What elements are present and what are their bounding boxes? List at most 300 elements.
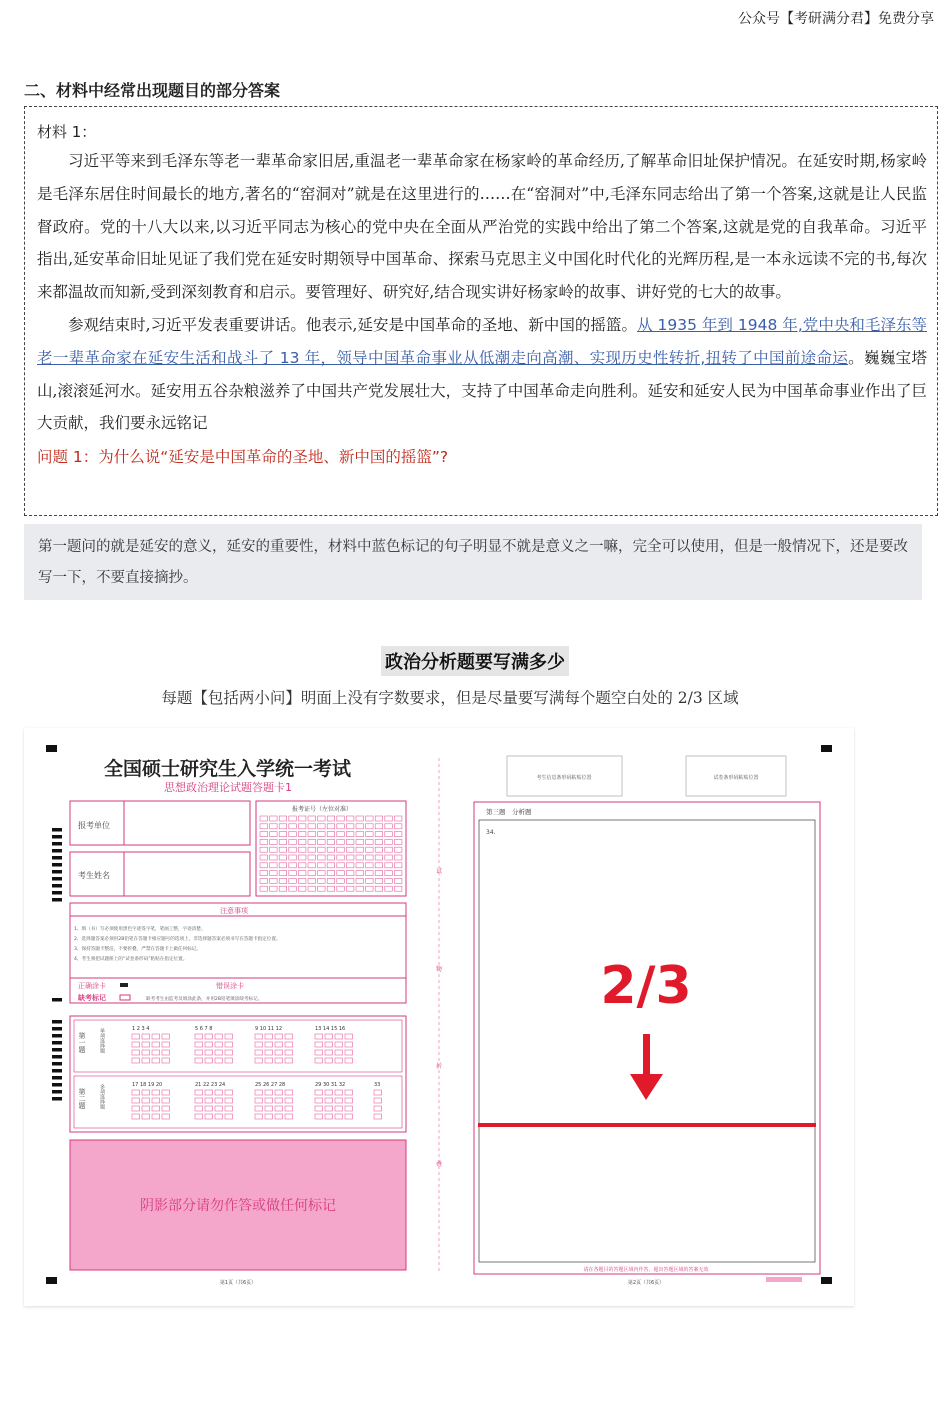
- choice-bubble: [205, 1090, 213, 1095]
- sticker-2-label: 试卷条形码粘贴位置: [713, 775, 759, 781]
- exam-number-bubble: [289, 855, 297, 860]
- notice-line: 4、考生须把试题册上的“试卷条形码”粘贴在指定位置。: [74, 957, 188, 962]
- choice-bubble: [205, 1058, 213, 1063]
- exam-number-bubble: [279, 832, 287, 837]
- choice-bubble: [275, 1050, 283, 1055]
- part1-type: 单项选择题: [99, 1028, 105, 1053]
- timing-mark: [52, 835, 62, 839]
- choice-bubble: [335, 1098, 343, 1103]
- corner-marker: [46, 745, 57, 752]
- exam-number-bubble: [356, 863, 364, 868]
- choice-group-label: 29 30 31 32: [315, 1082, 346, 1088]
- exam-number-bubble: [298, 863, 306, 868]
- exam-number-bubble: [318, 863, 326, 868]
- timing-mark: [52, 1041, 62, 1045]
- choice-bubble: [142, 1034, 150, 1039]
- exam-number-bubble: [327, 855, 335, 860]
- notice-line: 2、选择题答案必须用2B铅笔在答题卡相应题号的选项上，非选择题答案必须书写在答题卡指定位置。: [74, 937, 281, 942]
- choice-bubble: [225, 1114, 233, 1119]
- choice-section-box: [70, 1016, 406, 1132]
- material-label: 材料 1：: [37, 123, 97, 141]
- exam-number-bubble: [270, 871, 278, 876]
- exam-number-bubble: [279, 847, 287, 852]
- choice-bubble: [275, 1034, 283, 1039]
- exam-number-bubble: [394, 816, 402, 821]
- choice-bubble: [285, 1114, 293, 1119]
- choice-bubble: [335, 1106, 343, 1111]
- exam-number-bubble: [270, 847, 278, 852]
- exam-number-bubble: [318, 839, 326, 844]
- exam-number-bubble: [394, 847, 402, 852]
- exam-number-bubble: [260, 886, 268, 891]
- exam-number-bubble: [346, 878, 354, 883]
- choice-bubbles: [132, 1034, 382, 1119]
- choice-bubble: [195, 1034, 203, 1039]
- choice-bubble: [275, 1106, 283, 1111]
- choice-bubble: [345, 1034, 353, 1039]
- part2-type: 多项选择题: [99, 1084, 105, 1109]
- timing-mark: [52, 1048, 62, 1052]
- page-tab: [766, 1277, 802, 1282]
- choice-group-label: 17 18 19 20: [132, 1082, 163, 1088]
- timing-mark: [52, 1020, 62, 1024]
- exam-number-bubble: [366, 832, 374, 837]
- choice-bubble: [255, 1090, 263, 1095]
- exam-number-bubble: [394, 878, 402, 883]
- choice-bubble: [205, 1114, 213, 1119]
- exam-number-bubble: [318, 824, 326, 829]
- choice-bubble: [335, 1114, 343, 1119]
- exam-number-bubble: [270, 886, 278, 891]
- choice-bubble: [132, 1050, 140, 1055]
- choice-bubble: [345, 1042, 353, 1047]
- material-box: [24, 106, 938, 516]
- choice-bubble: [265, 1058, 273, 1063]
- choice-group-label: 9 10 11 12: [255, 1026, 283, 1032]
- choice-bubble: [152, 1114, 160, 1119]
- choice-bubble: [345, 1050, 353, 1055]
- choice-bubble: [142, 1042, 150, 1047]
- exam-number-bubble: [327, 847, 335, 852]
- timing-mark: [52, 863, 62, 867]
- answer-sheet-image: [24, 728, 854, 1306]
- choice-bubble: [162, 1106, 170, 1111]
- exam-number-bubble: [308, 863, 316, 868]
- choice-bubble: [205, 1106, 213, 1111]
- choice-bubble: [195, 1106, 203, 1111]
- part2-label: 第二题: [78, 1088, 86, 1109]
- exam-number-bubble: [375, 886, 383, 891]
- exam-number-bubble: [298, 832, 306, 837]
- exam-number-bubble: [337, 824, 345, 829]
- choice-bubble: [285, 1042, 293, 1047]
- exam-number-bubble: [298, 847, 306, 852]
- exam-number-bubble: [375, 832, 383, 837]
- exam-number-bubble: [318, 878, 326, 883]
- exam-number-bubble: [270, 878, 278, 883]
- part3-label: 第三题 分析题: [486, 808, 532, 816]
- timing-mark: [52, 1034, 62, 1038]
- exam-number-bubble: [394, 839, 402, 844]
- highlighted-sentence: 从 1935 年到 1948 年,党中央和毛泽东等老一辈革命家在延安生活和战斗了 13 年，领导中国革命事业从低潮走向高潮、实现历史性转折,扭转了中国前途命运: [37, 315, 928, 367]
- choice-bubble: [255, 1106, 263, 1111]
- bottom-note: 请在各题目的答题区域内作答，超出答题区域的答案无效: [583, 1267, 709, 1273]
- exam-number-box: [256, 801, 406, 896]
- choice-bubble: [162, 1042, 170, 1047]
- exam-number-bubble: [279, 824, 287, 829]
- exam-number-bubble: [385, 863, 393, 868]
- exam-number-bubble: [356, 839, 364, 844]
- choice-bubble: [325, 1098, 333, 1103]
- choice-bubble: [315, 1042, 323, 1047]
- sheet-subtitle: 思想政治理论试题答题卡1: [164, 781, 292, 794]
- arrow-down-icon: [630, 1074, 663, 1100]
- exam-number-bubble: [279, 871, 287, 876]
- exam-number-bubble: [260, 839, 268, 844]
- absent-mark-label: 缺考标记: [78, 994, 106, 1002]
- paragraph-2-after: 。巍巍宝塔山,滚滚延河水。延安用五谷杂粮滋养了中国共产党发展壮大，支持了中国革命走向胜利。延安和延安人民为中国革命事业作出了巨大贡献，我们要永远铭记: [37, 348, 927, 433]
- exam-number-bubble: [318, 855, 326, 860]
- exam-number-bubble: [298, 824, 306, 829]
- exam-number-bubble: [366, 816, 374, 821]
- choice-group-label: 1 2 3 4: [132, 1026, 150, 1032]
- exam-number-bubble: [375, 878, 383, 883]
- choice-bubble: [275, 1058, 283, 1063]
- question-number: 34.: [486, 829, 496, 836]
- exam-number-bubble: [298, 871, 306, 876]
- choice-bubble: [374, 1090, 382, 1095]
- exam-number-bubble: [308, 839, 316, 844]
- material-paragraph-1: 习近平等来到毛泽东等老一辈革命家旧居,重温老一辈革命家在杨家岭的革命经历,了解革命旧址保护情况。在延安时期,杨家岭是毛泽东居住时间最长的地方,著名的“窑洞对”就是在这里进行的……在“窑洞对”中,毛泽东同志给出了第一个答案,这就是让人民监督政府。党的十八大以来,以习近平同志为核心的党中央在全面从严治党的实践中给出了第二个答案,这就是党的自我革命。习近平指出,延安革命旧址见证了我们党在延安时期领导中国革命、探索马克思主义中国化时代化的光辉历程,是一本永远读不完的书,每次来都温故而知新,受到深刻教育和启示。要管理好、研究好,结合现实讲好杨家岭的故事、讲好党的七大的故事。: [37, 152, 927, 302]
- exam-number-bubble: [356, 855, 364, 860]
- choice-bubble: [345, 1098, 353, 1103]
- choice-bubble: [315, 1090, 323, 1095]
- exam-number-grid: [260, 816, 402, 891]
- choice-bubble: [325, 1050, 333, 1055]
- choice-bubble: [195, 1114, 203, 1119]
- section-title: 二、材料中经常出现题目的部分答案: [24, 81, 281, 100]
- exam-number-bubble: [260, 855, 268, 860]
- exam-number-bubble: [375, 847, 383, 852]
- exam-number-bubble: [375, 855, 383, 860]
- choice-bubble: [335, 1058, 343, 1063]
- exam-number-bubble: [279, 878, 287, 883]
- choice-bubble: [215, 1050, 223, 1055]
- choice-bubble: [215, 1042, 223, 1047]
- choice-bubble: [335, 1042, 343, 1047]
- choice-bubble: [275, 1042, 283, 1047]
- choice-bubble: [255, 1114, 263, 1119]
- choice-bubble: [225, 1106, 233, 1111]
- exam-number-bubble: [327, 878, 335, 883]
- timing-mark: [52, 1097, 62, 1101]
- choice-bubble: [315, 1106, 323, 1111]
- choice-bubble: [315, 1098, 323, 1103]
- choice-bubble: [374, 1098, 382, 1103]
- timing-mark: [52, 1076, 62, 1080]
- choice-bubble: [152, 1090, 160, 1095]
- field-unit-label: 报考单位: [78, 821, 110, 830]
- question-1: 问题 1：为什么说“延安是中国革命的圣地、新中国的摇篮”?: [37, 448, 449, 467]
- choice-bubble: [275, 1114, 283, 1119]
- exam-number-bubble: [337, 878, 345, 883]
- exam-number-bubble: [337, 886, 345, 891]
- choice-group-label: 21 22 23 24: [195, 1082, 226, 1088]
- exam-number-bubble: [327, 886, 335, 891]
- exam-number-bubble: [308, 871, 316, 876]
- choice-bubble: [162, 1034, 170, 1039]
- exam-number-bubble: [337, 816, 345, 821]
- choice-bubble: [162, 1050, 170, 1055]
- choice-bubble: [152, 1034, 160, 1039]
- field-name-label: 考生姓名: [78, 871, 110, 880]
- exam-number-bubble: [366, 824, 374, 829]
- choice-bubble: [142, 1106, 150, 1111]
- timing-mark: [52, 1055, 62, 1059]
- exam-number-bubble: [356, 871, 364, 876]
- exam-number-bubble: [366, 886, 374, 891]
- choice-bubble: [225, 1090, 233, 1095]
- exam-number-bubble: [346, 816, 354, 821]
- choice-bubble: [132, 1114, 140, 1119]
- exam-number-bubble: [366, 878, 374, 883]
- exam-number-bubble: [385, 871, 393, 876]
- exam-number-bubble: [318, 816, 326, 821]
- choice-bubble: [335, 1050, 343, 1055]
- exam-number-bubble: [289, 878, 297, 883]
- arrow-shaft: [643, 1034, 650, 1076]
- exam-number-bubble: [289, 886, 297, 891]
- exam-number-bubble: [394, 871, 402, 876]
- choice-bubble: [325, 1106, 333, 1111]
- choice-bubble: [215, 1058, 223, 1063]
- choice-bubble: [255, 1058, 263, 1063]
- exam-number-bubble: [375, 816, 383, 821]
- exam-number-bubble: [279, 839, 287, 844]
- exam-number-bubble: [327, 832, 335, 837]
- choice-bubble: [265, 1042, 273, 1047]
- exam-number-bubble: [327, 839, 335, 844]
- exam-number-bubble: [260, 832, 268, 837]
- exam-number-bubble: [308, 816, 316, 821]
- choice-bubble: [345, 1106, 353, 1111]
- choice-bubble: [374, 1114, 382, 1119]
- timing-mark: [52, 842, 62, 846]
- choice-bubble: [225, 1050, 233, 1055]
- choice-group-label: 5 6 7 8: [195, 1026, 213, 1032]
- choice-group-label: 33: [374, 1082, 381, 1088]
- choice-bubble: [265, 1106, 273, 1111]
- choice-bubble: [315, 1050, 323, 1055]
- exam-number-bubble: [356, 886, 364, 891]
- exam-number-bubble: [337, 847, 345, 852]
- exam-number-bubble: [375, 863, 383, 868]
- shaded-warning: 阴影部分请勿作答或做任何标记: [140, 1198, 336, 1214]
- exam-number-bubble: [279, 863, 287, 868]
- exam-number-bubble: [356, 847, 364, 852]
- exam-number-bubble: [385, 824, 393, 829]
- exam-number-bubble: [385, 816, 393, 821]
- exam-number-bubble: [308, 886, 316, 891]
- choice-bubble: [215, 1114, 223, 1119]
- exam-number-bubble: [375, 824, 383, 829]
- choice-bubble: [152, 1042, 160, 1047]
- timing-mark: [52, 1062, 62, 1066]
- exam-number-bubble: [394, 824, 402, 829]
- choice-bubble: [205, 1042, 213, 1047]
- wrong-fill-label: 错误涂卡: [216, 982, 244, 990]
- page2-footer: 第2页（共6页）: [627, 1280, 665, 1286]
- choice-bubble: [132, 1058, 140, 1063]
- choice-bubble: [265, 1034, 273, 1039]
- exam-number-bubble: [346, 832, 354, 837]
- exam-number-bubble: [366, 839, 374, 844]
- exam-number-bubble: [346, 886, 354, 891]
- correct-fill-sample: [120, 983, 128, 987]
- choice-bubble: [162, 1090, 170, 1095]
- exam-number-bubble: [385, 878, 393, 883]
- exam-number-bubble: [298, 878, 306, 883]
- choice-bubble: [195, 1042, 203, 1047]
- source-note: 公众号【考研满分君】免费分享: [738, 11, 934, 27]
- exam-number-bubble: [289, 839, 297, 844]
- exam-number-bubble: [279, 886, 287, 891]
- timing-mark: [52, 828, 62, 832]
- choice-bubble: [215, 1034, 223, 1039]
- timing-mark: [52, 870, 62, 874]
- heading-2: [0, 646, 950, 676]
- choice-bubble: [275, 1090, 283, 1095]
- choice-bubble: [255, 1042, 263, 1047]
- choice-bubble: [195, 1050, 203, 1055]
- exam-number-bubble: [394, 863, 402, 868]
- exam-number-bubble: [279, 855, 287, 860]
- choice-bubble: [265, 1090, 273, 1095]
- exam-number-bubble: [346, 855, 354, 860]
- exam-number-bubble: [308, 878, 316, 883]
- timing-mark: [52, 1069, 62, 1073]
- absent-mark-box: [120, 995, 130, 1000]
- choice-bubble: [325, 1042, 333, 1047]
- exam-number-bubble: [270, 832, 278, 837]
- choice-bubble: [142, 1114, 150, 1119]
- exam-number-bubble: [289, 863, 297, 868]
- choice-bubble: [162, 1058, 170, 1063]
- choice-bubble: [275, 1098, 283, 1103]
- choice-bubble: [315, 1034, 323, 1039]
- choice-bubble: [285, 1090, 293, 1095]
- choice-group-label: 13 14 15 16: [315, 1026, 346, 1032]
- choice-bubble: [195, 1098, 203, 1103]
- fold-char: 折: [436, 1063, 443, 1070]
- handwritten-note: 第一题问的就是延安的意义，延安的重要性，材料中蓝色标记的句子明显不就是意义之一嘛，完全可以使用，但是一般情况下，还是要改写一下，不要直接摘抄。: [24, 524, 922, 600]
- choice-bubble: [285, 1050, 293, 1055]
- exam-number-bubble: [394, 832, 402, 837]
- corner-marker: [821, 1277, 832, 1284]
- notice-title: 注意事项: [220, 907, 248, 915]
- exam-number-bubble: [318, 847, 326, 852]
- choice-bubble: [132, 1098, 140, 1103]
- exam-number-bubble: [366, 871, 374, 876]
- choice-bubble: [285, 1058, 293, 1063]
- subtext: 每题【包括两小问】明面上没有字数要求，但是尽量要写满每个题空白处的 2/3 区域: [161, 689, 739, 707]
- choice-bubble: [345, 1058, 353, 1063]
- exam-number-bubble: [298, 855, 306, 860]
- choice-bubble: [132, 1034, 140, 1039]
- sticker-1-label: 考生信息条形码粘贴位置: [536, 775, 592, 781]
- absent-note: 缺考考生由监考员填涂此条，并用2B铅笔填涂缺考标记。: [146, 997, 263, 1002]
- exam-number-bubble: [394, 855, 402, 860]
- choice-bubble: [325, 1058, 333, 1063]
- choice-bubble: [335, 1090, 343, 1095]
- choice-bubble: [152, 1098, 160, 1103]
- choice-bubble: [132, 1042, 140, 1047]
- exam-number-bubble: [375, 871, 383, 876]
- exam-number-bubble: [327, 871, 335, 876]
- exam-number-bubble: [356, 816, 364, 821]
- paragraph-2-before: 参观结束时,习近平发表重要讲话。他表示,延安是中国革命的圣地、新中国的摇篮。: [68, 315, 637, 334]
- notice-line: 1、填（书）写必须使用黑色字迹签字笔，笔画工整，字迹清楚。: [74, 927, 206, 932]
- choice-bubble: [132, 1106, 140, 1111]
- heading-2-text: 政治分析题要写满多少: [381, 646, 569, 676]
- timing-mark: [52, 1083, 62, 1087]
- exam-number-bubble: [308, 832, 316, 837]
- choice-bubble: [162, 1114, 170, 1119]
- exam-number-bubble: [337, 871, 345, 876]
- exam-number-label: 报考证号（左位对准）: [292, 806, 353, 813]
- exam-number-bubble: [346, 847, 354, 852]
- exam-number-bubble: [385, 832, 393, 837]
- choice-bubble: [265, 1114, 273, 1119]
- corner-marker: [46, 1277, 57, 1284]
- choice-bubble: [142, 1050, 150, 1055]
- exam-number-bubble: [394, 886, 402, 891]
- choice-bubble: [142, 1058, 150, 1063]
- exam-number-bubble: [375, 839, 383, 844]
- exam-number-bubble: [337, 863, 345, 868]
- choice-bubble: [152, 1058, 160, 1063]
- timing-mark: [52, 998, 62, 1002]
- exam-number-bubble: [298, 839, 306, 844]
- choice-bubble: [225, 1034, 233, 1039]
- choice-bubble: [345, 1090, 353, 1095]
- exam-number-bubble: [260, 863, 268, 868]
- exam-number-bubble: [327, 816, 335, 821]
- choice-bubble: [205, 1034, 213, 1039]
- choice-bubble: [225, 1058, 233, 1063]
- choice-bubble: [225, 1042, 233, 1047]
- exam-number-bubble: [356, 824, 364, 829]
- timing-mark: [52, 856, 62, 860]
- part1-label: 第一题: [78, 1032, 86, 1053]
- exam-number-bubble: [366, 847, 374, 852]
- exam-number-bubble: [337, 832, 345, 837]
- choice-bubble: [162, 1098, 170, 1103]
- choice-bubble: [195, 1058, 203, 1063]
- choice-bubble: [345, 1114, 353, 1119]
- exam-number-bubble: [385, 847, 393, 852]
- page1-footer: 第1页（共6页）: [219, 1280, 257, 1286]
- exam-number-bubble: [279, 816, 287, 821]
- exam-number-bubble: [260, 816, 268, 821]
- exam-number-bubble: [318, 886, 326, 891]
- exam-number-bubble: [385, 839, 393, 844]
- exam-number-bubble: [289, 871, 297, 876]
- timing-mark: [52, 849, 62, 853]
- choice-bubble: [142, 1098, 150, 1103]
- sheet-title: 全国硕士研究生入学统一考试: [104, 758, 352, 780]
- choice-bubble: [195, 1090, 203, 1095]
